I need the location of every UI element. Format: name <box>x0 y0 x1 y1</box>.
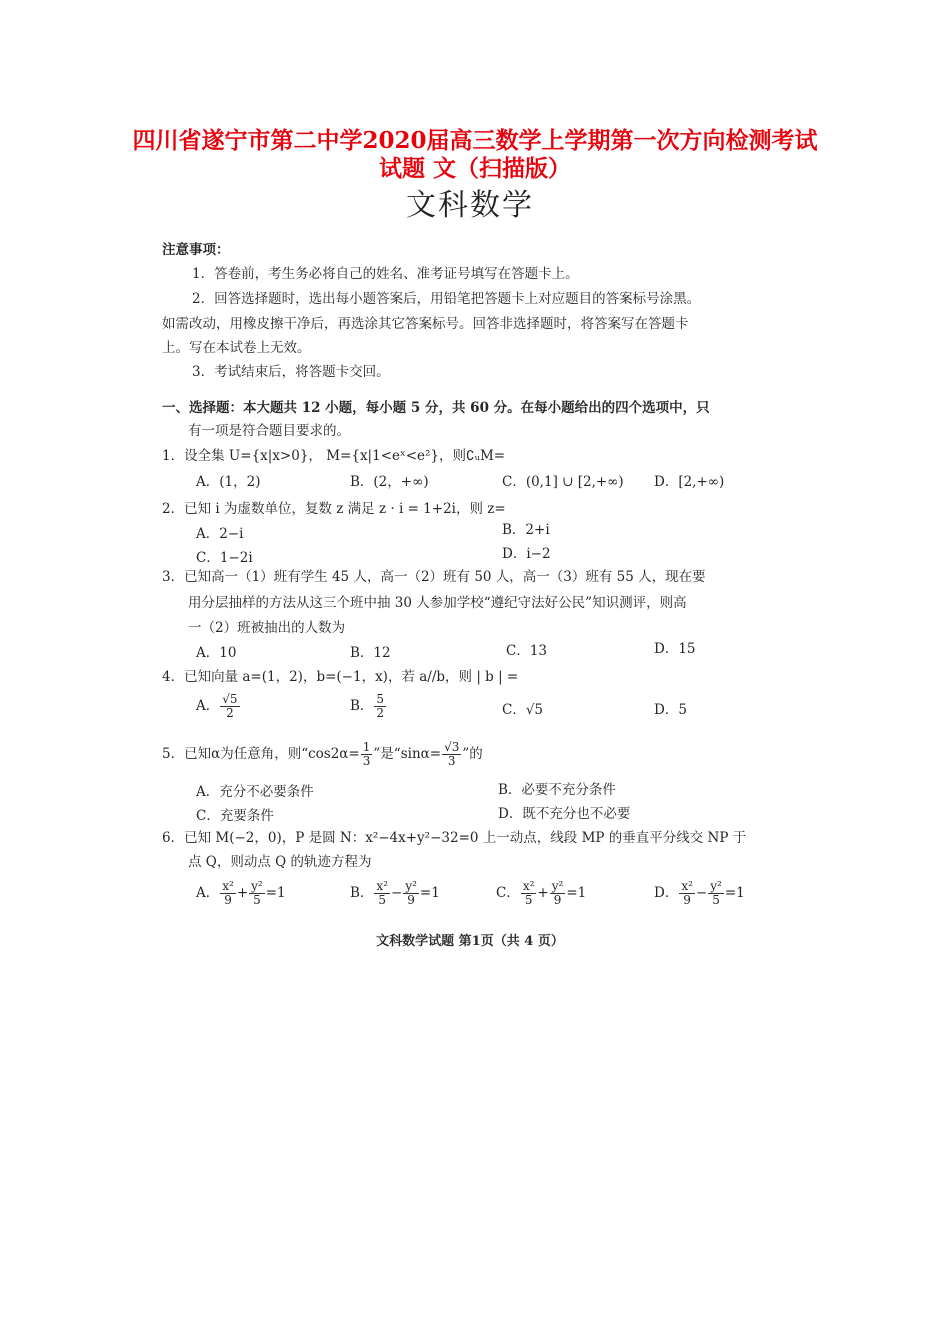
fraction-numerator: y² <box>251 879 263 893</box>
option-label: B． <box>350 885 374 901</box>
fraction-denominator: 3 <box>362 754 371 768</box>
question-4-option-d: D．5 <box>654 702 687 718</box>
question-6-stem: 6．已知 M(−2，0)，P 是圆 N：x²−4x+y²−32=0 上一动点，线段 MP 的垂直平分线交 NP 于 <box>162 830 747 846</box>
fraction <box>249 880 265 907</box>
question-1-option-a: A．(1，2) <box>196 474 261 490</box>
fraction-numerator: y² <box>551 879 564 893</box>
question-6-stem-cont: 点 Q，则动点 Q 的轨迹方程为 <box>188 854 372 870</box>
fraction-denominator: 2 <box>226 706 234 720</box>
equation-rhs: =1 <box>724 885 745 901</box>
fraction-numerator: x² <box>222 879 234 893</box>
fraction-denominator: 5 <box>253 893 261 907</box>
equation-rhs: =1 <box>566 885 587 901</box>
fraction-numerator: y² <box>405 879 417 893</box>
question-6-option-b <box>350 880 440 907</box>
notice-item-2-cont: 如需改动，用橡皮擦干净后，再选涂其它答案标号。回答非选择题时，将答案写在答题卡 <box>162 316 689 332</box>
fraction-numerator: y² <box>710 879 722 893</box>
notice-item-3: 3．考试结束后，将答题卡交回。 <box>192 364 390 380</box>
fraction-denominator: 5 <box>524 893 533 907</box>
question-4-option-a-label: A． <box>196 698 220 714</box>
question-1-stem: 1．设全集 U={x|x>0}， M={x|1<eˣ<e²}，则∁ᵤM= <box>162 448 506 464</box>
notice-item-2-cont2: 上。写在本试卷上无效。 <box>162 340 311 356</box>
fraction-numerator: 1 <box>362 740 371 754</box>
question-6-option-c <box>496 880 586 907</box>
fraction-denominator: 9 <box>683 893 691 907</box>
question-6-option-d <box>654 880 745 907</box>
question-3-stem: 3．已知高一（1）班有学生 45 人，高一（2）班有 50 人，高一（3）班有 55 人，现在要 <box>162 569 706 585</box>
question-4-option-a <box>196 693 241 720</box>
question-4-stem: 4．已知向量 a=(1，2)，b=(−1，x)，若 a//b，则 | b | = <box>162 669 519 685</box>
question-2-option-a: A．2−i <box>196 526 244 542</box>
fraction <box>220 880 236 907</box>
document-title-line2: 试题 文（扫描版） <box>378 155 571 182</box>
question-5-option-c: C．充要条件 <box>196 808 274 824</box>
fraction-denominator: 9 <box>224 893 232 907</box>
section1-instructions-cont: 有一项是符合题目要求的。 <box>188 423 350 439</box>
notice-item-2: 2．回答选择题时，选出每小题答案后，用铅笔把答题卡上对应题目的答案标号涂黑。 <box>192 291 701 307</box>
question-5-fraction-2 <box>442 741 461 768</box>
question-3-option-a: A．10 <box>196 645 237 661</box>
fraction-denominator: 9 <box>407 893 415 907</box>
question-1-option-c: C．(0,1] ∪ [2,+∞) <box>502 474 624 490</box>
operator: − <box>695 885 708 901</box>
fraction-numerator: 5 <box>376 692 385 706</box>
fraction-denominator: 3 <box>447 754 456 768</box>
fraction-denominator: 5 <box>712 893 720 907</box>
fraction-numerator: x² <box>681 879 693 893</box>
fraction <box>708 880 724 907</box>
scanned-exam-page <box>150 175 790 965</box>
fraction-denominator: 2 <box>376 706 385 720</box>
question-1-option-b: B．(2，+∞) <box>350 474 429 490</box>
notice-item-1: 1．答卷前，考生务必将自己的姓名、准考证号填写在答题卡上。 <box>192 266 579 282</box>
question-3-option-d: D．15 <box>654 641 696 657</box>
fraction <box>679 880 695 907</box>
fraction <box>521 880 537 907</box>
question-2-option-d: D．i−2 <box>502 546 551 562</box>
question-2-option-c: C．1−2i <box>196 550 253 566</box>
question-4-option-b <box>350 693 387 720</box>
fraction-numerator: √5 <box>222 692 238 706</box>
equation-rhs: =1 <box>265 885 286 901</box>
fraction <box>403 880 419 907</box>
operator: + <box>236 885 249 901</box>
question-5-option-d: D．既不充分也不必要 <box>498 806 631 822</box>
question-5-stem-mid: ”是“sinα= <box>373 746 442 762</box>
question-3-option-c: C．13 <box>506 643 548 659</box>
document-title-line1: 四川省遂宁市第二中学2020届高三数学上学期第一次方向检测考试 <box>132 127 818 154</box>
fraction <box>374 880 390 907</box>
question-5-fraction-1 <box>361 741 373 768</box>
option-label: D． <box>654 885 679 901</box>
question-2-stem: 2．已知 i 为虚数单位，复数 z 满足 z · i = 1+2i，则 z= <box>162 501 506 517</box>
question-5-stem-post: ”的 <box>462 746 483 762</box>
question-3-stem-cont2: 一（2）班被抽出的人数为 <box>188 620 346 636</box>
notice-heading: 注意事项： <box>162 242 230 258</box>
question-5-option-a: A．充分不必要条件 <box>196 784 314 800</box>
question-4-option-c: C．√5 <box>502 702 544 718</box>
question-3-option-b: B．12 <box>350 645 391 661</box>
question-5-option-b: B．必要不充分条件 <box>498 782 616 798</box>
question-3-stem-cont: 用分层抽样的方法从这三个班中抽 30 人参加学校“遵纪守法好公民”知识测评，则高 <box>188 595 687 611</box>
section1-instructions: 一、选择题：本大题共 12 小题，每小题 5 分，共 60 分。在每小题给出的四个选项中，只 <box>162 400 710 416</box>
question-5-stem <box>162 741 483 768</box>
fraction-denominator: 9 <box>553 893 562 907</box>
fraction <box>550 880 566 907</box>
question-2-option-b: B．2+i <box>502 522 550 538</box>
option-label: A． <box>196 885 220 901</box>
question-4-option-b-fraction <box>374 693 386 720</box>
fraction-numerator: x² <box>522 879 535 893</box>
exam-subject-title: 文科数学 <box>406 188 534 223</box>
question-5-stem-pre: 5．已知α为任意角，则“cos2α= <box>162 746 360 762</box>
question-6-option-a <box>196 880 286 907</box>
operator: − <box>391 885 403 901</box>
question-4-option-a-fraction <box>220 693 239 720</box>
page-footer: 文科数学试题 第1页（共 4 页） <box>376 934 564 949</box>
fraction-numerator: x² <box>376 879 388 893</box>
question-4-option-b-label: B． <box>350 698 374 714</box>
fraction-denominator: 5 <box>378 893 387 907</box>
option-label: C． <box>496 885 520 901</box>
fraction-numerator: √3 <box>444 740 460 754</box>
equation-rhs: =1 <box>419 885 440 901</box>
question-1-option-d: D．[2,+∞) <box>654 474 725 490</box>
operator: + <box>537 885 549 901</box>
